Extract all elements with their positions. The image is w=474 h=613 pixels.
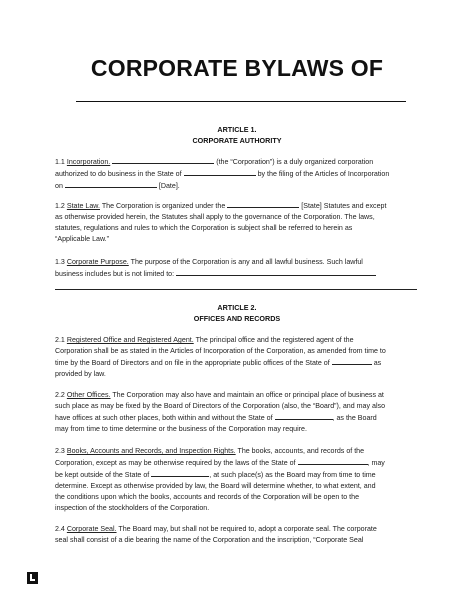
document-title: CORPORATE BYLAWS OF (90, 55, 384, 81)
corporation-name-blank (112, 156, 214, 164)
article-1-number: ARTICLE 1. (217, 125, 257, 134)
section-1-1 (55, 156, 417, 192)
section-2-4 (55, 524, 417, 546)
section-2-4-label: Corporate Seal. (66, 525, 117, 533)
section-2-4-number: 2.4 (55, 525, 65, 533)
section-1-1-text-b: authorized to do business in the State of (55, 170, 182, 178)
section-1-2-text-a: The Corporation is organized under the (101, 202, 226, 210)
section-2-3-text-d: be kept outside of the State of (55, 471, 150, 479)
section-1-2-number: 1.2 (55, 202, 65, 210)
brand-logo-icon (27, 572, 38, 584)
section-2-2-text-c: have offices at such other places, both within and without the State of (55, 414, 273, 422)
section-1-3-text-b: business includes but is not limited to: (55, 270, 175, 278)
state-statutes-blank (227, 200, 299, 208)
section-2-3-text-b: Corporation, except as may be otherwise required by the laws of the State of (55, 459, 296, 467)
section-1-1-text-e: [Date]. (158, 182, 180, 190)
section-1-2-text-c: as otherwise provided herein, the Statutes shall apply to the governance of the Corporation. The laws, (55, 213, 375, 221)
company-name-blank-line (76, 101, 406, 102)
section-1-2-label: State Law. (66, 202, 100, 210)
section-2-3-text-f: determine. Except as otherwise provided by law, the Board will determine whether, to what extent, and (55, 482, 376, 490)
section-2-3-text-h: inspection of the stockholders of the Corporation. (55, 504, 210, 512)
section-2-3-text-a: The books, accounts, and records of the (237, 447, 365, 455)
section-2-2-text-a: The Corporation may also have and maintain an office or principal place of business at (112, 391, 384, 399)
section-2-1-text-b: Corporation shall be as stated in the Articles of Incorporation of the Corporation, as amended from time to (55, 347, 386, 355)
section-1-3-text-a: The purpose of the Corporation is any and all lawful business. Such lawful (130, 258, 363, 266)
section-1-2-text-e: “Applicable Law.” (55, 235, 110, 243)
section-1-1-text-d: on (55, 182, 63, 190)
section-2-1 (55, 335, 417, 380)
section-2-2-text-b: such place as may be fixed by the Board of Directors of the Corporation (also, the “Board”), and may also (55, 402, 386, 410)
section-2-1-text-c: time by the Board of Directors and on file in the appropriate public offices of the State of (55, 359, 330, 367)
section-2-2-label: Other Offices. (66, 391, 111, 399)
section-1-2 (55, 200, 417, 245)
section-2-1-text-e: provided by law. (55, 370, 106, 378)
section-2-1-number: 2.1 (55, 336, 65, 344)
section-2-3-number: 2.3 (55, 447, 65, 455)
section-2-2-text-d: , as the Board (332, 414, 377, 422)
section-2-1-label: Registered Office and Registered Agent. (66, 336, 194, 344)
date-blank (65, 180, 157, 188)
section-1-3-number: 1.3 (55, 258, 65, 266)
state-blank-2-2 (275, 412, 333, 420)
section-2-2-text-e: may from time to time determine or the business of the Corporation may require. (55, 425, 307, 433)
section-1-2-text-d: statutes, regulations and rules to which the Corporation is subject shall be referred to herein as (55, 224, 353, 232)
state-blank-2-3a (298, 457, 368, 465)
section-1-1-text-a: (the “Corporation”) is a duly organized corporation (216, 158, 374, 166)
section-1-1-text-c: by the filing of the Articles of Incorporation (257, 170, 390, 178)
article-1-heading: CORPORATE AUTHORITY (192, 136, 282, 145)
state-blank-2-1 (332, 357, 372, 365)
section-2-1-text-a: The principal office and the registered agent of the (195, 336, 354, 344)
section-2-3-text-g: the conditions upon which the books, accounts and records of the Corporation will be open to the (55, 493, 360, 501)
section-2-2-number: 2.2 (55, 391, 65, 399)
article-2-heading: OFFICES AND RECORDS (193, 314, 281, 323)
section-1-2-text-b: [State] Statutes and except (301, 202, 387, 210)
business-purpose-line (55, 289, 417, 290)
business-purpose-blank (176, 268, 376, 276)
article-2-number: ARTICLE 2. (217, 303, 257, 312)
section-2-3-label: Books, Accounts and Records, and Inspection Rights. (66, 447, 236, 455)
section-2-4-text-b: seal shall consist of a die bearing the name of the Corporation and the inscription, “Corporate Seal (55, 536, 364, 544)
section-2-3-text-e: , at such place(s) as the Board may from time to time (209, 471, 376, 479)
section-1-3-label: Corporate Purpose. (66, 258, 129, 266)
section-2-4-text-a: The Board may, but shall not be required to, adopt a corporate seal. The corporate (118, 525, 377, 533)
section-1-3 (55, 257, 417, 280)
state-blank-2-3b (151, 469, 209, 477)
section-2-3-text-c: , may (367, 459, 385, 467)
section-1-1-number: 1.1 (55, 158, 65, 166)
section-2-2 (55, 390, 417, 435)
section-2-3 (55, 446, 417, 514)
state-blank (184, 168, 256, 176)
section-2-1-text-d: as (373, 359, 382, 367)
section-1-1-label: Incorporation. (66, 158, 111, 166)
